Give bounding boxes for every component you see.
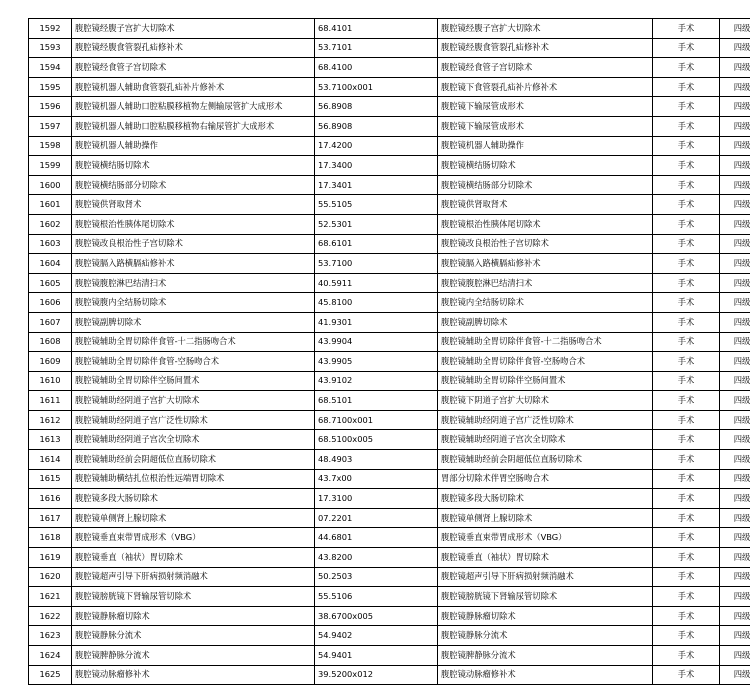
cell-level: 四级 bbox=[720, 410, 750, 430]
cell-index: 1615 bbox=[29, 469, 72, 489]
cell-index: 1602 bbox=[29, 214, 72, 234]
cell-index: 1603 bbox=[29, 234, 72, 254]
cell-procedure-name: 腹腔镜膈入路横膈疝修补术 bbox=[72, 254, 315, 274]
cell-category: 手术 bbox=[653, 352, 720, 372]
cell-code-name: 腹腔镜腹腔淋巴结清扫术 bbox=[438, 273, 653, 293]
table-row bbox=[29, 293, 750, 313]
cell-index: 1612 bbox=[29, 410, 72, 430]
cell-code-name: 腹腔镜机器人辅助操作 bbox=[438, 136, 653, 156]
table-row bbox=[29, 234, 750, 254]
cell-code: 54.9402 bbox=[315, 626, 438, 646]
cell-index: 1608 bbox=[29, 332, 72, 352]
cell-procedure-name: 腹腔镜机器人辅助口腔粘膜移植物左侧输尿管扩大成形术 bbox=[72, 97, 315, 117]
cell-index: 1625 bbox=[29, 665, 72, 685]
cell-index: 1597 bbox=[29, 116, 72, 136]
cell-level: 四级 bbox=[720, 567, 750, 587]
cell-index: 1592 bbox=[29, 19, 72, 39]
cell-category: 手术 bbox=[653, 528, 720, 548]
table-row bbox=[29, 469, 750, 489]
cell-category: 手术 bbox=[653, 116, 720, 136]
cell-index: 1609 bbox=[29, 352, 72, 372]
cell-code-name: 腹腔镜辅助经前会阴超低位直肠切除术 bbox=[438, 450, 653, 470]
cell-category: 手术 bbox=[653, 77, 720, 97]
cell-category: 手术 bbox=[653, 450, 720, 470]
cell-code-name: 腹腔镜动脉瘤修补术 bbox=[438, 665, 653, 685]
cell-index: 1605 bbox=[29, 273, 72, 293]
cell-category: 手术 bbox=[653, 410, 720, 430]
table-row bbox=[29, 195, 750, 215]
cell-level: 四级 bbox=[720, 195, 750, 215]
cell-level: 四级 bbox=[720, 391, 750, 411]
cell-procedure-name: 腹腔镜经腹食管裂孔疝修补术 bbox=[72, 38, 315, 58]
cell-procedure-name: 腹腔镜机器人辅助口腔粘膜移植物右输尿管扩大成形术 bbox=[72, 116, 315, 136]
cell-index: 1617 bbox=[29, 508, 72, 528]
cell-level: 四级 bbox=[720, 116, 750, 136]
cell-procedure-name: 腹腔镜单侧肾上腺切除术 bbox=[72, 508, 315, 528]
cell-code-name: 腹腔镜副脾切除术 bbox=[438, 312, 653, 332]
cell-code-name: 腹腔镜改良根治性子宫切除术 bbox=[438, 234, 653, 254]
cell-code: 56.8908 bbox=[315, 97, 438, 117]
table-row bbox=[29, 19, 750, 39]
cell-procedure-name: 腹腔镜副脾切除术 bbox=[72, 312, 315, 332]
cell-index: 1618 bbox=[29, 528, 72, 548]
cell-category: 手术 bbox=[653, 273, 720, 293]
cell-index: 1616 bbox=[29, 489, 72, 509]
cell-procedure-name: 腹腔镜根治性胰体尾切除术 bbox=[72, 214, 315, 234]
cell-procedure-name: 腹腔镜辅助经前会阴超低位直肠切除术 bbox=[72, 450, 315, 470]
cell-code: 17.3401 bbox=[315, 175, 438, 195]
cell-code-name: 腹腔镜下输尿管成形术 bbox=[438, 116, 653, 136]
cell-code-name: 腹腔镜静脉分流术 bbox=[438, 626, 653, 646]
cell-category: 手术 bbox=[653, 214, 720, 234]
cell-level: 四级 bbox=[720, 136, 750, 156]
table-row bbox=[29, 567, 750, 587]
cell-category: 手术 bbox=[653, 371, 720, 391]
cell-code: 54.9401 bbox=[315, 646, 438, 666]
cell-code: 68.4101 bbox=[315, 19, 438, 39]
table-row bbox=[29, 156, 750, 176]
cell-procedure-name: 腹腔镜辅助经阴道子宫广泛性切除术 bbox=[72, 410, 315, 430]
cell-category: 手术 bbox=[653, 548, 720, 568]
cell-code: 68.6101 bbox=[315, 234, 438, 254]
cell-code: 43.9102 bbox=[315, 371, 438, 391]
cell-procedure-name: 腹腔镜多段大肠切除术 bbox=[72, 489, 315, 509]
table-row bbox=[29, 646, 750, 666]
cell-index: 1596 bbox=[29, 97, 72, 117]
cell-code-name: 腹腔镜脾静脉分流术 bbox=[438, 646, 653, 666]
cell-code: 68.4100 bbox=[315, 58, 438, 78]
cell-code: 68.7100x001 bbox=[315, 410, 438, 430]
cell-procedure-name: 腹腔镜改良根治性子宫切除术 bbox=[72, 234, 315, 254]
cell-index: 1624 bbox=[29, 646, 72, 666]
cell-index: 1611 bbox=[29, 391, 72, 411]
cell-level: 四级 bbox=[720, 156, 750, 176]
cell-code: 43.9905 bbox=[315, 352, 438, 372]
cell-code: 52.5301 bbox=[315, 214, 438, 234]
cell-code: 43.7x00 bbox=[315, 469, 438, 489]
cell-category: 手术 bbox=[653, 312, 720, 332]
cell-code: 55.5106 bbox=[315, 587, 438, 607]
cell-code: 17.4200 bbox=[315, 136, 438, 156]
cell-level: 四级 bbox=[720, 293, 750, 313]
cell-code: 53.7101 bbox=[315, 38, 438, 58]
cell-code: 38.6700x005 bbox=[315, 606, 438, 626]
table-row bbox=[29, 77, 750, 97]
cell-code-name: 腹腔镜经腹食管裂孔疝修补术 bbox=[438, 38, 653, 58]
cell-category: 手术 bbox=[653, 254, 720, 274]
cell-code-name: 腹腔镜经食管子宫切除术 bbox=[438, 58, 653, 78]
cell-index: 1620 bbox=[29, 567, 72, 587]
table-row bbox=[29, 58, 750, 78]
table-body bbox=[29, 19, 750, 685]
cell-procedure-name: 腹腔镜辅助经阴道子宫扩大切除术 bbox=[72, 391, 315, 411]
cell-level: 四级 bbox=[720, 234, 750, 254]
cell-category: 手术 bbox=[653, 646, 720, 666]
cell-category: 手术 bbox=[653, 156, 720, 176]
cell-procedure-name: 腹腔镜辅助横结扎位根治性远端胃切除术 bbox=[72, 469, 315, 489]
cell-category: 手术 bbox=[653, 606, 720, 626]
cell-code-name: 腹腔镜垂直束带胃成形术（VBG） bbox=[438, 528, 653, 548]
cell-code-name: 腹腔镜单侧肾上腺切除术 bbox=[438, 508, 653, 528]
cell-procedure-name: 腹腔镜经食管子宫切除术 bbox=[72, 58, 315, 78]
cell-code-name: 腹腔镜横结肠部分切除术 bbox=[438, 175, 653, 195]
cell-code-name: 腹腔镜超声引导下肝病损射频消融术 bbox=[438, 567, 653, 587]
cell-procedure-name: 腹腔镜辅助经阴道子宫次全切除术 bbox=[72, 430, 315, 450]
cell-level: 四级 bbox=[720, 548, 750, 568]
cell-procedure-name: 腹腔镜辅助全胃切除伴空肠间置术 bbox=[72, 371, 315, 391]
cell-code: 53.7100x001 bbox=[315, 77, 438, 97]
cell-code: 50.2503 bbox=[315, 567, 438, 587]
cell-category: 手术 bbox=[653, 508, 720, 528]
cell-level: 四级 bbox=[720, 489, 750, 509]
cell-code: 07.2201 bbox=[315, 508, 438, 528]
cell-index: 1619 bbox=[29, 548, 72, 568]
cell-category: 手术 bbox=[653, 97, 720, 117]
cell-index: 1594 bbox=[29, 58, 72, 78]
cell-index: 1610 bbox=[29, 371, 72, 391]
cell-level: 四级 bbox=[720, 665, 750, 685]
table-row bbox=[29, 38, 750, 58]
cell-code: 43.9904 bbox=[315, 332, 438, 352]
cell-level: 四级 bbox=[720, 273, 750, 293]
cell-code: 45.8100 bbox=[315, 293, 438, 313]
cell-category: 手术 bbox=[653, 58, 720, 78]
table-row bbox=[29, 254, 750, 274]
cell-procedure-name: 腹腔镜辅助全胃切除伴食管-十二指肠吻合术 bbox=[72, 332, 315, 352]
table-row bbox=[29, 332, 750, 352]
cell-index: 1607 bbox=[29, 312, 72, 332]
cell-code: 39.5200x012 bbox=[315, 665, 438, 685]
cell-procedure-name: 腹腔镜脾静脉分流术 bbox=[72, 646, 315, 666]
cell-procedure-name: 腹腔镜腹腔淋巴结清扫术 bbox=[72, 273, 315, 293]
cell-code-name: 腹腔镜辅助全胃切除伴食管-空肠吻合术 bbox=[438, 352, 653, 372]
cell-index: 1613 bbox=[29, 430, 72, 450]
cell-procedure-name: 腹腔镜腹内全结肠切除术 bbox=[72, 293, 315, 313]
cell-level: 四级 bbox=[720, 332, 750, 352]
cell-code: 48.4903 bbox=[315, 450, 438, 470]
cell-category: 手术 bbox=[653, 293, 720, 313]
cell-level: 四级 bbox=[720, 97, 750, 117]
cell-procedure-name: 腹腔镜垂直（袖状）胃切除术 bbox=[72, 548, 315, 568]
cell-level: 四级 bbox=[720, 626, 750, 646]
cell-category: 手术 bbox=[653, 234, 720, 254]
cell-category: 手术 bbox=[653, 19, 720, 39]
cell-level: 四级 bbox=[720, 469, 750, 489]
cell-index: 1622 bbox=[29, 606, 72, 626]
table-row bbox=[29, 97, 750, 117]
cell-procedure-name: 腹腔镜辅助全胃切除伴食管-空肠吻合术 bbox=[72, 352, 315, 372]
cell-code-name: 腹腔镜垂直（袖状）胃切除术 bbox=[438, 548, 653, 568]
cell-procedure-name: 腹腔镜静脉瘤切除术 bbox=[72, 606, 315, 626]
cell-procedure-name: 腹腔镜静脉分流术 bbox=[72, 626, 315, 646]
cell-level: 四级 bbox=[720, 587, 750, 607]
cell-category: 手术 bbox=[653, 469, 720, 489]
cell-procedure-name: 腹腔镜横结肠切除术 bbox=[72, 156, 315, 176]
cell-level: 四级 bbox=[720, 175, 750, 195]
cell-code-name: 腹腔镜根治性胰体尾切除术 bbox=[438, 214, 653, 234]
table-row bbox=[29, 587, 750, 607]
cell-code: 41.9301 bbox=[315, 312, 438, 332]
cell-level: 四级 bbox=[720, 528, 750, 548]
cell-code: 68.5100x005 bbox=[315, 430, 438, 450]
cell-code-name: 腹腔镜经腹子宫扩大切除术 bbox=[438, 19, 653, 39]
cell-code-name: 腹腔镜下阴道子宫扩大切除术 bbox=[438, 391, 653, 411]
cell-code-name: 腹腔镜多段大肠切除术 bbox=[438, 489, 653, 509]
cell-index: 1601 bbox=[29, 195, 72, 215]
table-row bbox=[29, 391, 750, 411]
cell-category: 手术 bbox=[653, 587, 720, 607]
table-row bbox=[29, 626, 750, 646]
cell-code: 17.3400 bbox=[315, 156, 438, 176]
table-row bbox=[29, 312, 750, 332]
table-row bbox=[29, 548, 750, 568]
cell-level: 四级 bbox=[720, 508, 750, 528]
table-row bbox=[29, 214, 750, 234]
cell-category: 手术 bbox=[653, 626, 720, 646]
cell-category: 手术 bbox=[653, 489, 720, 509]
cell-index: 1598 bbox=[29, 136, 72, 156]
cell-level: 四级 bbox=[720, 606, 750, 626]
cell-category: 手术 bbox=[653, 38, 720, 58]
cell-code: 53.7100 bbox=[315, 254, 438, 274]
cell-level: 四级 bbox=[720, 38, 750, 58]
cell-category: 手术 bbox=[653, 665, 720, 685]
cell-index: 1593 bbox=[29, 38, 72, 58]
cell-index: 1595 bbox=[29, 77, 72, 97]
table-row bbox=[29, 136, 750, 156]
table-row bbox=[29, 116, 750, 136]
cell-level: 四级 bbox=[720, 254, 750, 274]
cell-code-name: 腹腔镜下输尿管成形术 bbox=[438, 97, 653, 117]
cell-index: 1600 bbox=[29, 175, 72, 195]
cell-code-name: 腹腔镜辅助全胃切除伴空肠间置术 bbox=[438, 371, 653, 391]
cell-level: 四级 bbox=[720, 58, 750, 78]
cell-code-name: 胃部分切除术伴胃空肠吻合术 bbox=[438, 469, 653, 489]
cell-index: 1623 bbox=[29, 626, 72, 646]
cell-code: 17.3100 bbox=[315, 489, 438, 509]
cell-code-name: 腹腔镜下食管裂孔疝补片修补术 bbox=[438, 77, 653, 97]
cell-procedure-name: 腹腔镜垂直束带胃成形术（VBG） bbox=[72, 528, 315, 548]
cell-category: 手术 bbox=[653, 136, 720, 156]
cell-level: 四级 bbox=[720, 19, 750, 39]
cell-procedure-name: 腹腔镜机器人辅助操作 bbox=[72, 136, 315, 156]
cell-code-name: 腹腔镜辅助经阴道子宫广泛性切除术 bbox=[438, 410, 653, 430]
table-row bbox=[29, 606, 750, 626]
cell-category: 手术 bbox=[653, 332, 720, 352]
cell-category: 手术 bbox=[653, 195, 720, 215]
cell-level: 四级 bbox=[720, 430, 750, 450]
cell-category: 手术 bbox=[653, 567, 720, 587]
cell-level: 四级 bbox=[720, 214, 750, 234]
cell-level: 四级 bbox=[720, 352, 750, 372]
table-row bbox=[29, 430, 750, 450]
cell-code-name: 腹腔镜静脉瘤切除术 bbox=[438, 606, 653, 626]
cell-level: 四级 bbox=[720, 371, 750, 391]
table-row bbox=[29, 410, 750, 430]
table-row bbox=[29, 352, 750, 372]
surgery-code-table bbox=[28, 18, 750, 685]
cell-code-name: 腹腔镜辅助全胃切除伴食管-十二指肠吻合术 bbox=[438, 332, 653, 352]
table-row bbox=[29, 175, 750, 195]
table-row bbox=[29, 273, 750, 293]
cell-procedure-name: 腹腔镜供肾取肾术 bbox=[72, 195, 315, 215]
cell-category: 手术 bbox=[653, 430, 720, 450]
cell-code: 43.8200 bbox=[315, 548, 438, 568]
cell-index: 1621 bbox=[29, 587, 72, 607]
table-row bbox=[29, 450, 750, 470]
cell-code-name: 腹腔镜供肾取肾术 bbox=[438, 195, 653, 215]
cell-level: 四级 bbox=[720, 77, 750, 97]
cell-level: 四级 bbox=[720, 312, 750, 332]
cell-level: 四级 bbox=[720, 450, 750, 470]
cell-procedure-name: 腹腔镜机器人辅助食管裂孔疝补片修补术 bbox=[72, 77, 315, 97]
table-row bbox=[29, 508, 750, 528]
cell-index: 1614 bbox=[29, 450, 72, 470]
cell-category: 手术 bbox=[653, 175, 720, 195]
cell-code: 40.5911 bbox=[315, 273, 438, 293]
table-row bbox=[29, 489, 750, 509]
cell-code: 56.8908 bbox=[315, 116, 438, 136]
cell-category: 手术 bbox=[653, 391, 720, 411]
cell-index: 1599 bbox=[29, 156, 72, 176]
cell-procedure-name: 腹腔镜经腹子宫扩大切除术 bbox=[72, 19, 315, 39]
cell-code-name: 腹腔镜内全结肠切除术 bbox=[438, 293, 653, 313]
table-row bbox=[29, 371, 750, 391]
cell-code: 55.5105 bbox=[315, 195, 438, 215]
cell-procedure-name: 腹腔镜超声引导下肝病损射频消融术 bbox=[72, 567, 315, 587]
cell-procedure-name: 腹腔镜动脉瘤修补术 bbox=[72, 665, 315, 685]
cell-code-name: 腹腔镜膀胱镜下肾输尿管切除术 bbox=[438, 587, 653, 607]
table-row bbox=[29, 528, 750, 548]
cell-procedure-name: 腹腔镜膀胱镜下肾输尿管切除术 bbox=[72, 587, 315, 607]
cell-code: 68.5101 bbox=[315, 391, 438, 411]
cell-code: 44.6801 bbox=[315, 528, 438, 548]
cell-procedure-name: 腹腔镜横结肠部分切除术 bbox=[72, 175, 315, 195]
cell-level: 四级 bbox=[720, 646, 750, 666]
cell-code-name: 腹腔镜辅助经阴道子宫次全切除术 bbox=[438, 430, 653, 450]
cell-index: 1606 bbox=[29, 293, 72, 313]
cell-index: 1604 bbox=[29, 254, 72, 274]
cell-code-name: 腹腔镜横结肠切除术 bbox=[438, 156, 653, 176]
table-row bbox=[29, 665, 750, 685]
cell-code-name: 腹腔镜膈入路横膈疝修补术 bbox=[438, 254, 653, 274]
